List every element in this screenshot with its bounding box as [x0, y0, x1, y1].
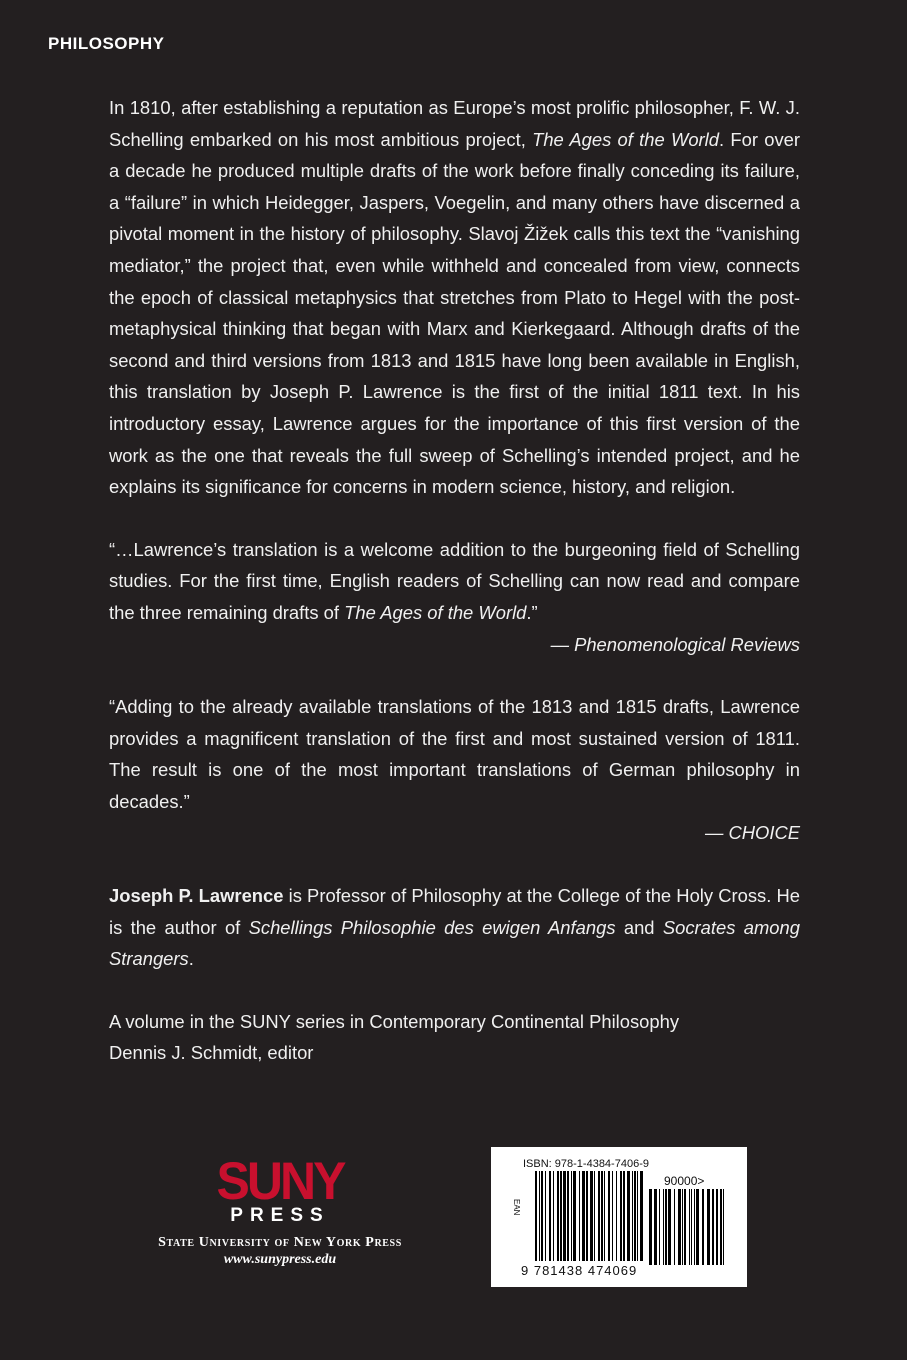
author-book-1: Schellings Philosophie des ewigen Anfangs [248, 916, 616, 938]
barcode-digits: 9 781438 474069 [521, 1263, 638, 1278]
barcode-bar [549, 1171, 551, 1261]
barcode-bar [586, 1171, 588, 1261]
barcode-bar [579, 1171, 580, 1261]
series-line: A volume in the SUNY series in Contemporary Continental Philosophy [109, 1010, 680, 1032]
barcode-bar [649, 1189, 652, 1265]
barcode-bar [691, 1189, 692, 1265]
author-bio: Joseph P. Lawrence is Professor of Philosophy at the College of the Holy Cross. He is the author of Schellings Philosophie des ewigen Anfangs and Socrates among Strangers. [109, 885, 800, 970]
publisher-website: www.sunypress.edu [223, 1252, 337, 1267]
barcode-bar [659, 1189, 660, 1265]
barcode-bar [598, 1171, 600, 1261]
book-title: The Ages of the World [532, 128, 719, 150]
barcode-bar [582, 1171, 585, 1261]
category-label: PHILOSOPHY [48, 34, 165, 53]
isbn-barcode [491, 1147, 747, 1287]
barcode-bar [623, 1171, 625, 1261]
barcode-bar [665, 1189, 667, 1265]
barcode-bar [684, 1189, 686, 1265]
barcode-bar [674, 1189, 675, 1265]
barcode-bar [689, 1189, 690, 1265]
book-description: In 1810, after establishing a reputation as Europe’s most prolific philosopher, F. W. J. Schelling embarked on his most ambitious project, The Ages of the World. For over a decade he produced multiple drafts of the work before finally conceding its failure, a “failure” in which Heidegger, Jaspers, Voegelin, and many others have discerned a pivotal moment in the history of philosophy. Slavoj Žižek calls this text the “vanishing mediator,” the project that, even while withheld and concealed from view, connects the epoch of classical metaphysics that stretches from Plato to Hegel with the post-metaphysical thinking that began with Marx and Kierkegaard. Although drafts of the second and third versions from 1813 and 1815 have long been available in English, this translation by Joseph P. Lawrence is the first of the initial 1811 text. In his introductory essay, Lawrence argues for the importance of this first version of the work as the one that reveals the full sweep of Schelling’s intended project, and he explains its significance for concerns in modern science, history, and religion. [109, 97, 800, 498]
barcode-bar [563, 1171, 566, 1261]
barcode-bar [663, 1189, 664, 1265]
barcode-bar [696, 1189, 699, 1265]
barcode-bar [634, 1171, 636, 1261]
review-quote-1: “…Lawrence’s translation is a welcome addition to the burgeoning field of Schelling studies. For the first time, English readers of Schelling can now read and compare the three remaining drafts of The Ages of the World.” [109, 538, 800, 623]
barcode-bar [541, 1171, 543, 1261]
review-attribution-2: — CHOICE [704, 822, 800, 844]
publisher-name: State University of New York Press [158, 1235, 402, 1250]
barcode-bar [557, 1171, 559, 1261]
book-title: The Ages of the World [344, 601, 527, 623]
barcode-bar [702, 1189, 704, 1265]
barcode-bar [594, 1171, 595, 1261]
isbn-label: ISBN: 978-1-4384-7406-9 [523, 1158, 649, 1170]
barcode-bar [723, 1189, 724, 1265]
barcode-bar [632, 1171, 633, 1261]
barcode-bar [637, 1171, 638, 1261]
barcode-bar [694, 1189, 695, 1265]
barcode-bar [716, 1189, 718, 1265]
barcode-bar [654, 1189, 657, 1265]
barcode-bar [640, 1171, 643, 1261]
barcode-bar [712, 1189, 714, 1265]
barcode-bar [573, 1171, 576, 1261]
ean-label: EAN [512, 1199, 521, 1216]
barcode-bar [560, 1171, 562, 1261]
addon-code: 90000> [664, 1174, 705, 1188]
back-cover-text [109, 92, 800, 1069]
barcode-bar [668, 1189, 671, 1265]
barcode-bar [682, 1189, 683, 1265]
barcode-bar [616, 1171, 617, 1261]
barcode-bar [604, 1171, 605, 1261]
review-quote-2: “Adding to the already available translations of the 1813 and 1815 drafts, Lawrence provides a magnificent translation of the first and most sustained version of 1811. The result is one of the most important translations of German philosophy in decades.” [109, 696, 800, 812]
barcode-bar [720, 1189, 722, 1265]
barcode-bar [612, 1171, 613, 1261]
author-book-2: Socrates among Strangers [109, 916, 800, 970]
barcode-bar [553, 1171, 554, 1261]
suny-logo-mark: SUNY [216, 1151, 344, 1211]
barcode-bar [590, 1171, 593, 1261]
barcode-bar [601, 1171, 603, 1261]
barcode-bar [571, 1171, 572, 1261]
barcode-bar [535, 1171, 537, 1261]
barcode-bar [539, 1171, 540, 1261]
barcode-bar [620, 1171, 622, 1261]
author-name: Joseph P. Lawrence [109, 885, 284, 907]
barcode-bar [567, 1171, 569, 1261]
review-attribution-1: — Phenomenological Reviews [550, 633, 800, 655]
barcode-bar [608, 1171, 610, 1261]
press-wordmark: PRESS [230, 1205, 330, 1226]
barcode-bar [545, 1171, 546, 1261]
publisher-logo [140, 1151, 420, 1269]
barcode-bar [707, 1189, 710, 1265]
barcode-bar [627, 1171, 630, 1261]
barcode-bar [678, 1189, 681, 1265]
series-editor: Dennis J. Schmidt, editor [109, 1042, 314, 1064]
